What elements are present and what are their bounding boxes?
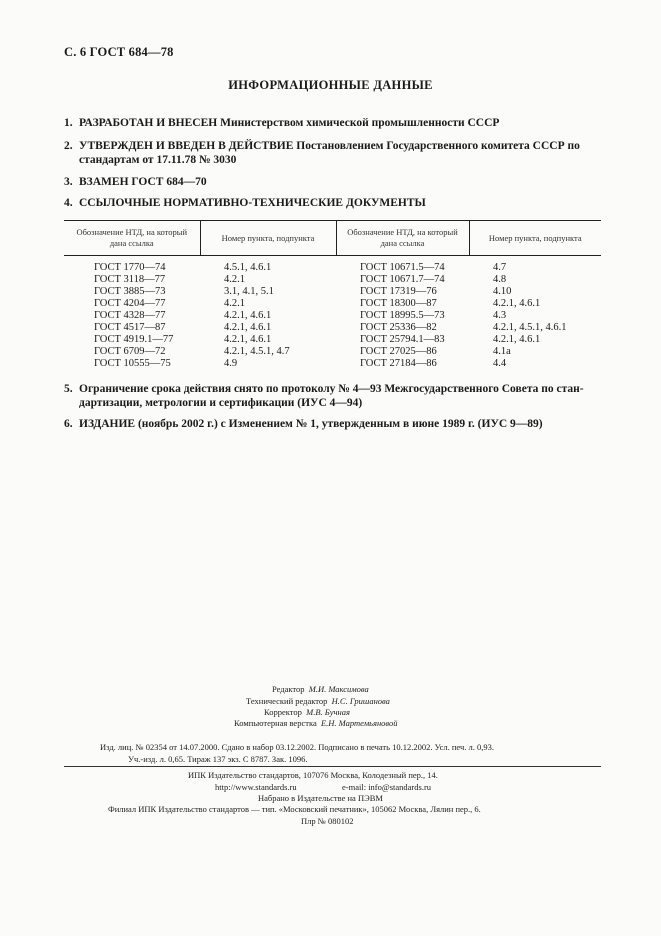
point-ref: 4.1а [493, 346, 511, 357]
publisher-line-4: Филиал ИПК Издательство стандартов — тип. «Московский печатник», 105062 Москва, Лялин пер., 6. [108, 804, 481, 814]
header-doc-1: Обозначение НТД, на который дана ссылка [64, 221, 200, 256]
item-5 [64, 382, 604, 410]
doc-ref: ГОСТ 1770—74 [94, 262, 166, 273]
doc-ref: ГОСТ 3118—77 [94, 274, 166, 285]
item-number: 2. [64, 140, 73, 152]
item-6 [64, 417, 604, 431]
point-ref: 4.2.1, 4.6.1 [224, 334, 272, 345]
left-points-cell [200, 256, 336, 371]
doc-ref: ГОСТ 10671.7—74 [360, 274, 445, 285]
divider [64, 766, 601, 767]
doc-ref: ГОСТ 4328—77 [94, 310, 166, 321]
publisher-url: http://www.standards.ru [215, 782, 297, 792]
item-text-line1: Ограничение срока действия снято по протоколу № 4—93 Межгосударственного Совета по стан- [79, 383, 584, 395]
editor-name: М.И. Максимова [308, 684, 369, 694]
item-text-line2: дартизации, метрологии и сертификации (ИУС 4—94) [79, 397, 363, 409]
doc-ref: ГОСТ 27025—86 [360, 346, 437, 357]
publisher-line-1: ИПК Издательство стандартов, 107076 Москва, Колодезный пер., 14. [188, 770, 438, 780]
layout-label: Компьютерная верстка [234, 718, 317, 728]
point-ref: 3.1, 4.1, 5.1 [224, 286, 274, 297]
item-number: 1. [64, 117, 73, 129]
right-points-cell [469, 256, 601, 371]
item-number: 4. [64, 197, 73, 209]
doc-ref: ГОСТ 6709—72 [94, 346, 166, 357]
point-ref: 4.2.1, 4.6.1 [493, 298, 541, 309]
item-number: 6. [64, 418, 73, 430]
point-ref: 4.2.1, 4.5.1, 4.6.1 [493, 322, 567, 333]
item-number: 3. [64, 176, 73, 188]
item-text-line2: стандартам от 17.11.78 № 3030 [79, 154, 237, 166]
item-text-line1: УТВЕРЖДЕН И ВВЕДЕН В ДЕЙСТВИЕ Постановлением Государственного комитета СССР по [79, 140, 580, 152]
point-ref: 4.10 [493, 286, 512, 297]
print-info-2: Уч.-изд. л. 0,65. Тираж 137 экз. С 8787. Зак. 1096. [128, 754, 308, 764]
print-info-1: Изд. лиц. № 02354 от 14.07.2000. Сдано в набор 03.12.2002. Подписано в печать 10.12.2002. Усл. печ. л. 0,93. [100, 742, 495, 752]
publisher-email: e-mail: info@standards.ru [342, 782, 432, 792]
doc-ref: ГОСТ 4919.1—77 [94, 334, 174, 345]
right-docs-cell [336, 256, 469, 371]
item-text: ССЫЛОЧНЫЕ НОРМАТИВНО-ТЕХНИЧЕСКИЕ ДОКУМЕНТЫ [79, 197, 426, 209]
tech-editor-label: Технический редактор [246, 696, 328, 706]
doc-ref: ГОСТ 4517—87 [94, 322, 166, 333]
section-title: ИНФОРМАЦИОННЫЕ ДАННЫЕ [228, 78, 433, 92]
item-text: ИЗДАНИЕ (ноябрь 2002 г.) с Изменением № 1, утвержденным в июне 1989 г. (ИУС 9—89) [79, 418, 543, 430]
layout-line [234, 718, 398, 728]
item-4 [64, 196, 604, 210]
point-ref: 4.2.1 [224, 274, 245, 285]
doc-ref: ГОСТ 25336—82 [360, 322, 437, 333]
editor-line [272, 684, 369, 694]
item-1 [64, 116, 604, 130]
publisher-line-5: Плр № 080102 [301, 816, 354, 826]
page-header: С. 6 ГОСТ 684—78 [64, 45, 174, 59]
layout-name: Е.Н. Мартемьяновой [320, 718, 398, 728]
point-ref: 4.2.1, 4.6.1 [224, 310, 272, 321]
point-ref: 4.7 [493, 262, 507, 273]
item-text: ВЗАМЕН ГОСТ 684—70 [79, 176, 207, 188]
point-ref: 4.3 [493, 310, 507, 321]
editor-label: Редактор [272, 684, 305, 694]
corrector-line [264, 707, 350, 717]
left-docs-cell [64, 256, 200, 371]
tech-editor-name: Н.С. Гришанова [331, 696, 390, 706]
corrector-label: Корректор [264, 707, 302, 717]
doc-ref: ГОСТ 17319—76 [360, 286, 437, 297]
doc-ref: ГОСТ 18300—87 [360, 298, 437, 309]
point-ref: 4.2.1, 4.6.1 [493, 334, 541, 345]
doc-ref: ГОСТ 10555—75 [94, 358, 171, 369]
item-text: РАЗРАБОТАН И ВНЕСЕН Министерством химической промышленности СССР [79, 117, 500, 129]
header-point-1: Номер пункта, подпункта [200, 221, 336, 256]
doc-ref: ГОСТ 18995.5—73 [360, 310, 445, 321]
publisher-line-3: Набрано в Издательстве на ПЭВМ [258, 793, 383, 803]
point-ref: 4.9 [224, 358, 238, 369]
point-ref: 4.4 [493, 358, 507, 369]
header-doc-2: Обозначение НТД, на который дана ссылка [336, 221, 469, 256]
point-ref: 4.2.1, 4.6.1 [224, 322, 272, 333]
item-3 [64, 175, 604, 189]
point-ref: 4.2.1, 4.5.1, 4.7 [224, 346, 290, 357]
doc-ref: ГОСТ 27184—86 [360, 358, 437, 369]
doc-ref: ГОСТ 25794.1—83 [360, 334, 445, 345]
doc-ref: ГОСТ 10671.5—74 [360, 262, 445, 273]
doc-ref: ГОСТ 3885—73 [94, 286, 166, 297]
reference-table [64, 220, 601, 370]
item-number: 5. [64, 383, 73, 395]
corrector-name: М.В. Бучная [306, 707, 350, 717]
doc-ref: ГОСТ 4204—77 [94, 298, 166, 309]
point-ref: 4.5.1, 4.6.1 [224, 262, 272, 273]
header-point-2: Номер пункта, подпункта [469, 221, 601, 256]
point-ref: 4.8 [493, 274, 507, 285]
tech-editor-line [246, 696, 390, 706]
item-2 [64, 139, 604, 167]
point-ref: 4.2.1 [224, 298, 245, 309]
